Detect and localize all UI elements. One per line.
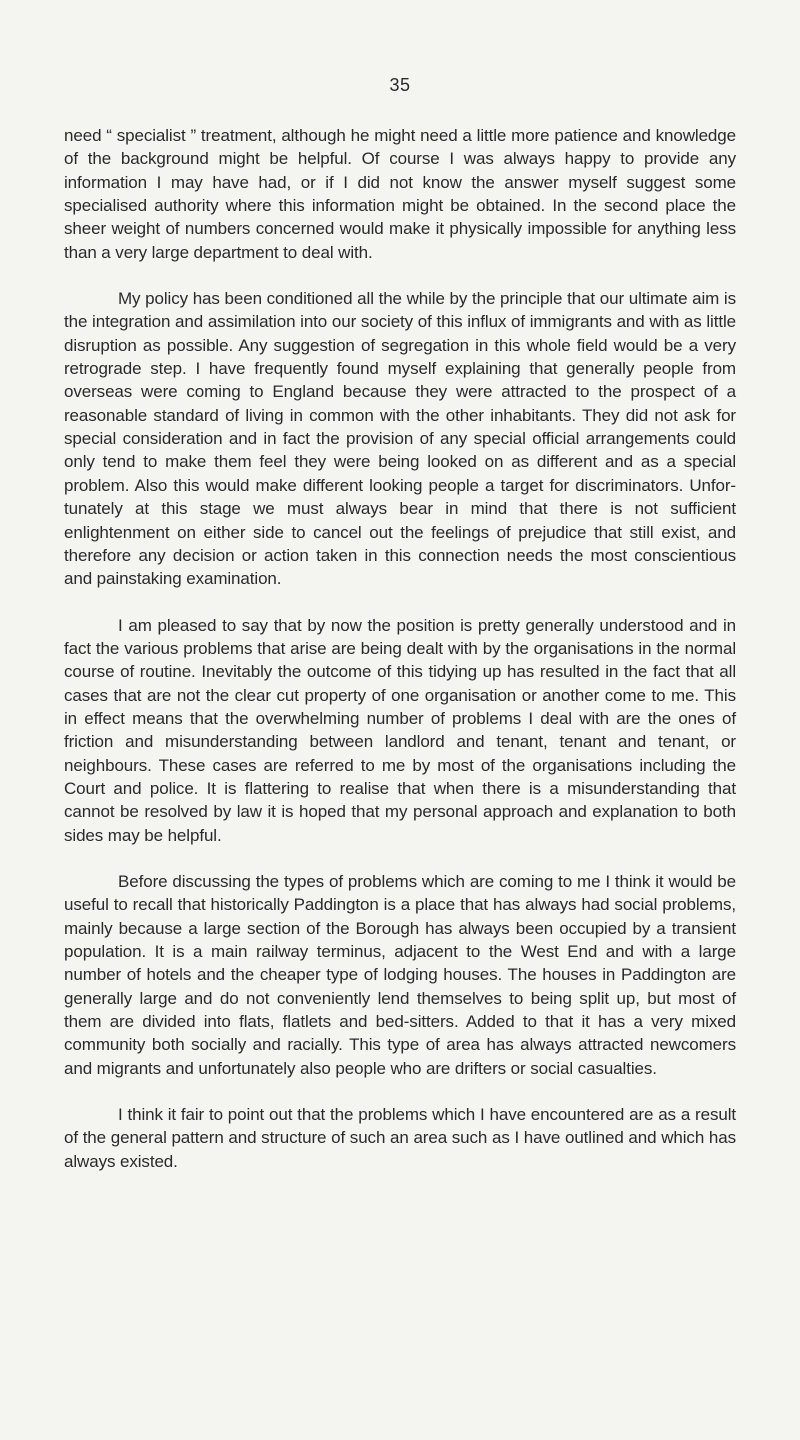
paragraph-4: Before discussing the types of problems which are coming to me I think it would be useful to recall that historically Paddington is a place that has always had social problems, mainly because a large section of the Borough has always been occupied by a transient population. It is a main railway terminus, adjacent to the West End and with a large number of hotels and the cheaper type of lodging houses. The houses in Paddington are generally large and do not conveniently lend themselves to being split up, but most of them are divided into flats, flatlets and bed-sitters. Added to that it has a very mixed community both socially and racially. This type of area has always attracted newcomers and migrants and unfortunately also people who are drifters or social casualties.: [64, 871, 736, 1078]
page-number: 35: [389, 75, 411, 95]
paragraph-2: My policy has been conditioned all the while by the principle that our ultimate aim is the integration and assimilation into our society of this influx of immigrants and with as little disruption as possible. Any suggestion of segregation in this whole field would be a very retrograde step. I have frequently found myself explaining that generally people from overseas were coming to England because they were attracted to the prospect of a reasonable standard of living in common with the other inhabitants. They did not ask for special consideration and in fact the provision of any special official arrangements could only tend to make them feel they were being looked on as different and as a special problem. Also this would make different looking people a target for discriminators. Unfor-tunately at this stage we must always bear in mind that there is not sufficient enlightenment on either side to cancel out the feelings of prejudice that still exist, and therefore any decision or action taken in this connection needs the most conscientious and painstaking examination.: [64, 289, 736, 589]
paragraph-3: I am pleased to say that by now the position is pretty generally understood and in fact the various problems that arise are being dealt with by the organisations in the normal course of routine. Inevitably the outcome of this tidying up has resulted in the fact that all cases that are not the clear cut property of one organisation or another come to me. This in effect means that the overwhelming number of problems I deal with are the ones of friction and misunderstanding between landlord and tenant, tenant and tenant, or neighbours. These cases are referred to me by most of the organisations including the Court and police. It is flattering to realise that when there is a misunderstanding that cannot be resolved by law it is hoped that my personal approach and explanation to both sides may be helpful.: [64, 615, 736, 845]
paragraph-1: need “ specialist ” treatment, although he might need a little more patience and knowledge of the background might be helpful. Of course I was always happy to provide any information I may have had, or if I did not know the answer myself suggest some specialised authority where this information might be obtained. In the second place the sheer weight of numbers concerned would make it physically impossible for anything less than a very large department to deal with.: [64, 126, 736, 262]
paragraph-5: I think it fair to point out that the problems which I have encountered are as a result of the general pattern and structure of such an area such as I have outlined and which has always existed.: [64, 1105, 736, 1171]
